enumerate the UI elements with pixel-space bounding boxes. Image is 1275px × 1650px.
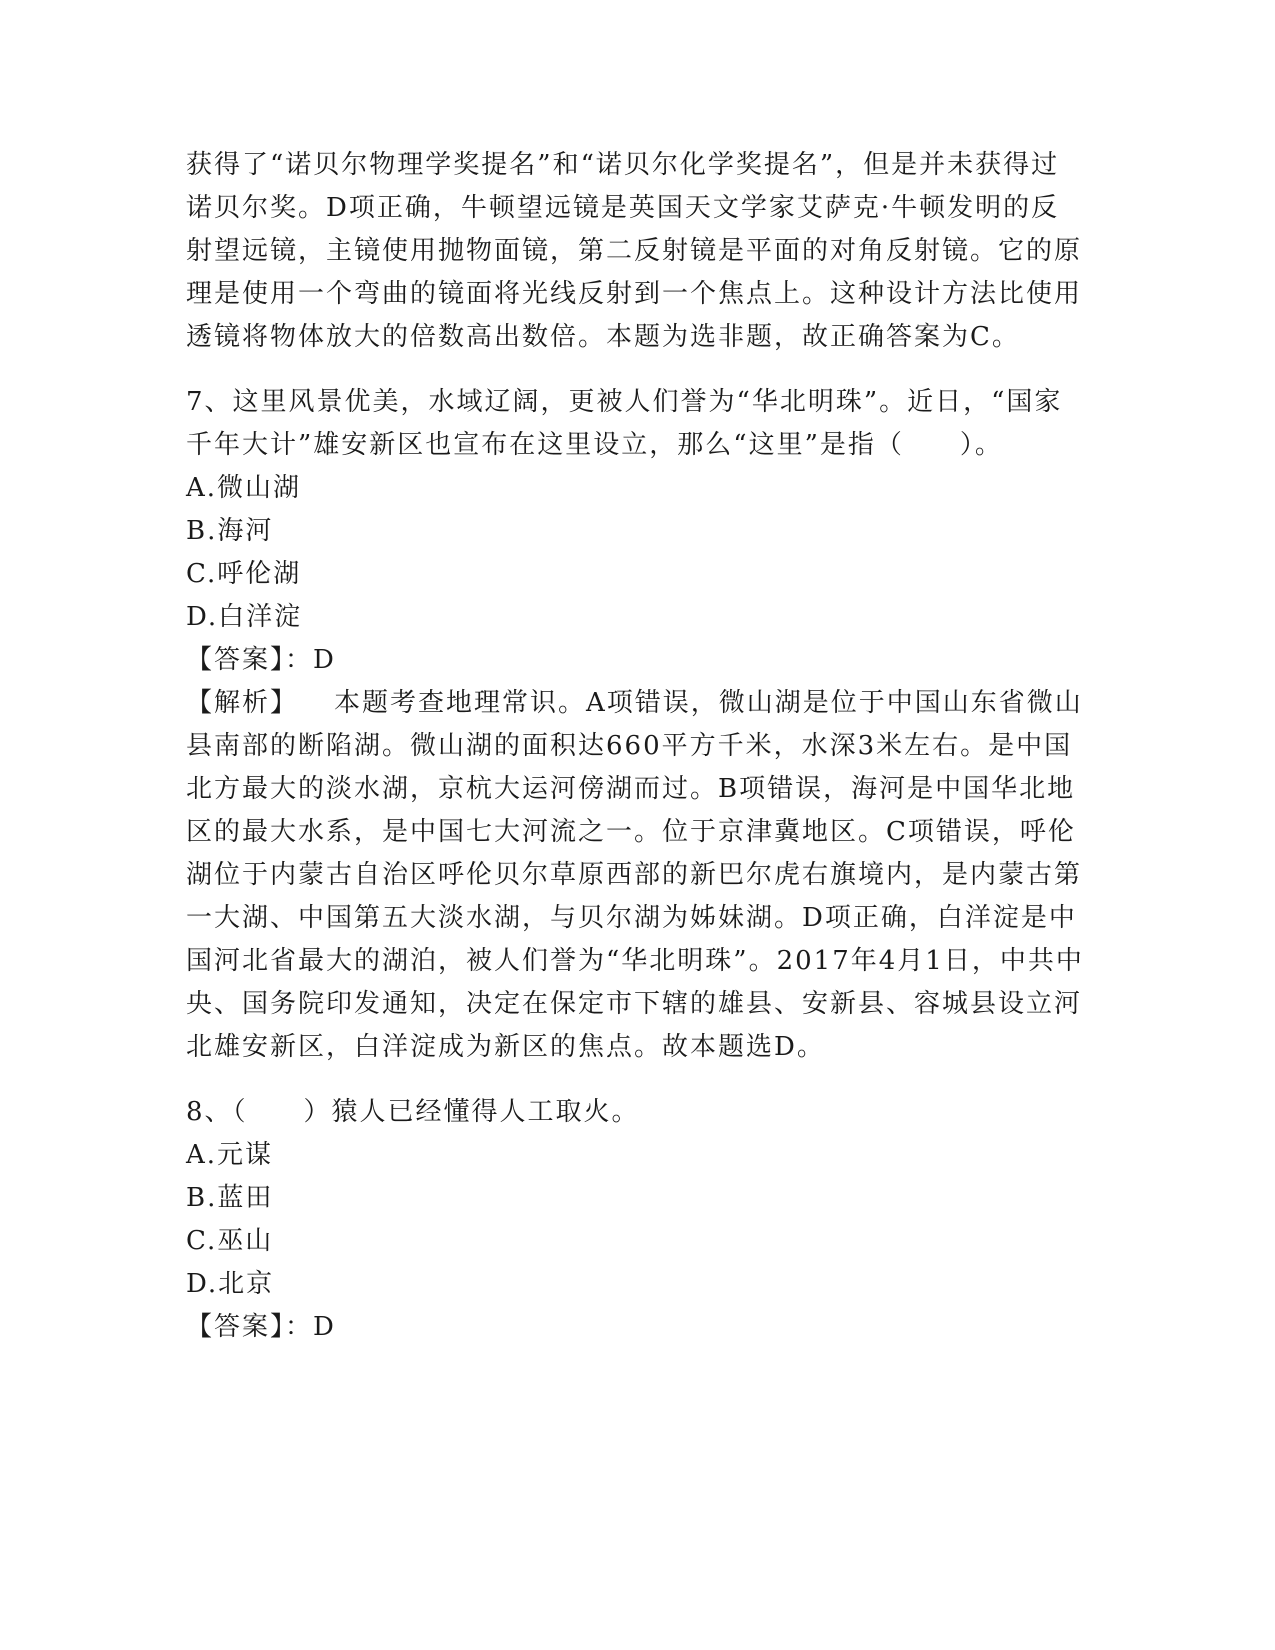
question-7-analysis [186, 682, 1086, 1069]
question-7-option-a: A.微山湖 [186, 473, 302, 503]
document-page [186, 144, 1086, 1349]
question-7-analysis-text: 本题考查地理常识。A项错误，微山湖是位于中国山东省微山县南部的断陷湖。微山湖的面积达660平方千米，水深3米左右。是中国北方最大的淡水湖，京杭大运河傍湖而过。B项错误，海河是中国华北地区的最大水系，是中国七大河流之一。位于京津冀地区。C项错误，呼伦湖位于内蒙古自治区呼伦贝尔草原西部的新巴尔虎右旗境内，是内蒙古第一大湖、中国第五大淡水湖，与贝尔湖为姊妹湖。D项正确，白洋淀是中国河北省最大的湖泊，被人们誉为“华北明珠”。2017年4月1日，中共中央、国务院印发通知，决定在保定市下辖的雄县、安新县、容城县设立河北雄安新区，白洋淀成为新区的焦点。故本题选D。 [186, 688, 1084, 1062]
question-7-answer: 【答案】：D [186, 645, 336, 675]
question-7-option-d: D.白洋淀 [186, 602, 303, 632]
question-7-stem: 7、这里风景优美，水域辽阔，更被人们誉为“华北明珠”。近日，“国家千年大计”雄安新区也宣布在这里设立，那么“这里”是指（ ）。 [186, 387, 1063, 460]
question-8-option-c: C.巫山 [186, 1226, 274, 1256]
question-7-analysis-label: 【解析】 [186, 688, 299, 718]
question-8 [186, 1091, 1086, 1349]
question-7 [186, 381, 1086, 1069]
question-8-option-b: B.蓝田 [186, 1183, 274, 1213]
question-7-option-b: B.海河 [186, 516, 274, 546]
question-7-option-c: C.呼伦湖 [186, 559, 302, 589]
question-8-option-d: D.北京 [186, 1269, 275, 1299]
previous-question-explanation: 获得了“诺贝尔物理学奖提名”和“诺贝尔化学奖提名”，但是并未获得过诺贝尔奖。D项正确，牛顿望远镜是英国天文学家艾萨克·牛顿发明的反射望远镜，主镜使用抛物面镜，第二反射镜是平面的对角反射镜。它的原理是使用一个弯曲的镜面将光线反射到一个焦点上。这种设计方法比使用透镜将物体放大的倍数高出数倍。本题为选非题，故正确答案为C。 [186, 150, 1083, 352]
question-8-stem: 8、（ ）猿人已经懂得人工取火。 [186, 1097, 640, 1127]
question-8-answer: 【答案】：D [186, 1312, 336, 1342]
question-8-option-a: A.元谋 [186, 1140, 274, 1170]
